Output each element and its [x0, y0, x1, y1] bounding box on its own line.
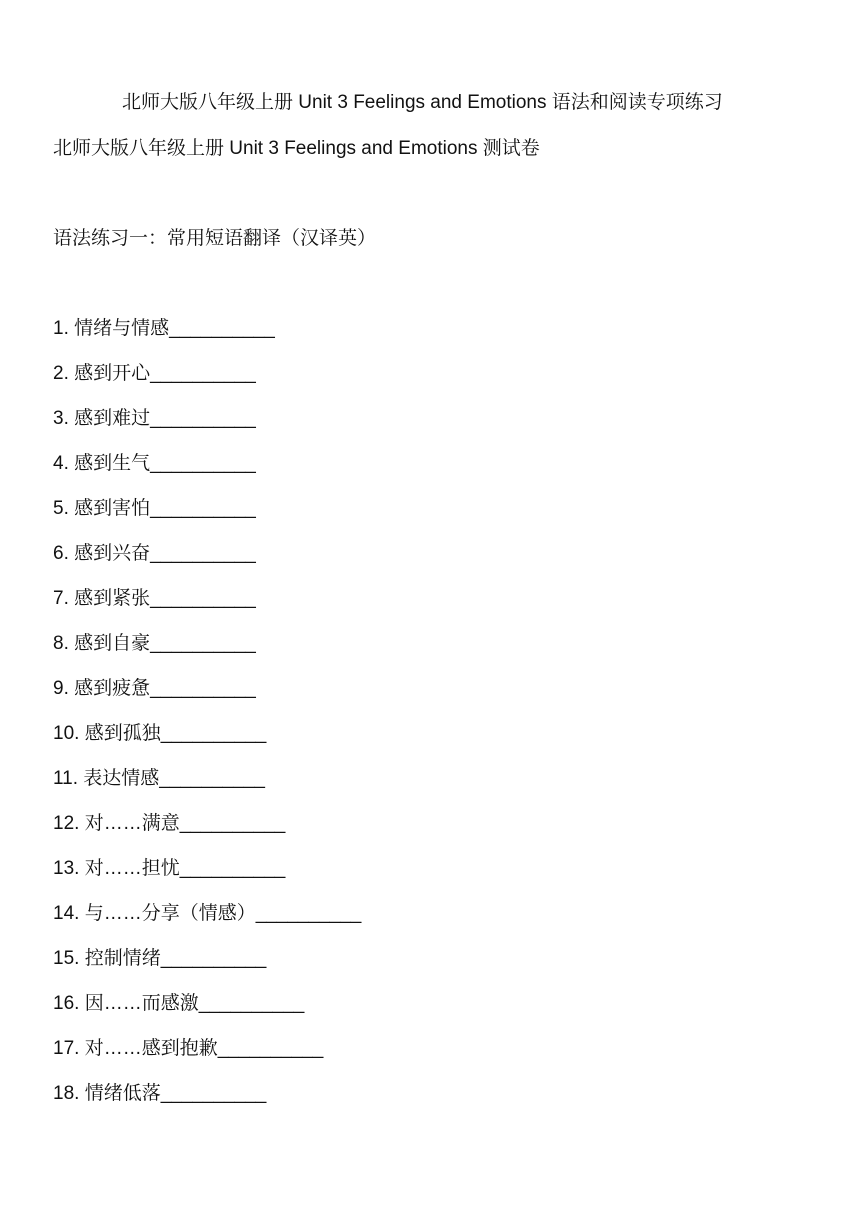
- exercise-item-5: 5. 感到害怕__________: [53, 498, 256, 519]
- exercise-item-13: 13. 对……担忧__________: [53, 858, 286, 879]
- exercise-item-9: 9. 感到疲惫__________: [53, 678, 256, 699]
- translation-exercise-list: [53, 317, 361, 1127]
- document-title-line-2: 北师大版八年级上册 Unit 3 Feelings and Emotions 测试卷: [53, 138, 540, 159]
- exercise-item-4: 4. 感到生气__________: [53, 453, 256, 474]
- exercise-item-8: 8. 感到自豪__________: [53, 633, 256, 654]
- exercise-item-3: 3. 感到难过__________: [53, 408, 256, 429]
- exercise-item-6: 6. 感到兴奋__________: [53, 543, 256, 564]
- exercise-item-18: 18. 情绪低落__________: [53, 1083, 267, 1104]
- exercise-item-10: 10. 感到孤独__________: [53, 723, 267, 744]
- exercise-item-11: 11. 表达情感__________: [53, 768, 265, 789]
- exercise-item-16: 16. 因……而感激__________: [53, 993, 305, 1014]
- section-heading: 语法练习一：常用短语翻译（汉译英）: [53, 228, 377, 249]
- exercise-item-12: 12. 对……满意__________: [53, 813, 286, 834]
- exercise-item-1: 1. 情绪与情感__________: [53, 318, 275, 339]
- document-title-line-1: 北师大版八年级上册 Unit 3 Feelings and Emotions 语法和阅读专项练习: [122, 92, 723, 113]
- exercise-item-14: 14. 与……分享（情感）__________: [53, 903, 362, 924]
- exercise-item-2: 2. 感到开心__________: [53, 363, 256, 384]
- exercise-item-17: 17. 对……感到抱歉__________: [53, 1038, 324, 1059]
- exercise-item-7: 7. 感到紧张__________: [53, 588, 256, 609]
- exercise-item-15: 15. 控制情绪__________: [53, 948, 267, 969]
